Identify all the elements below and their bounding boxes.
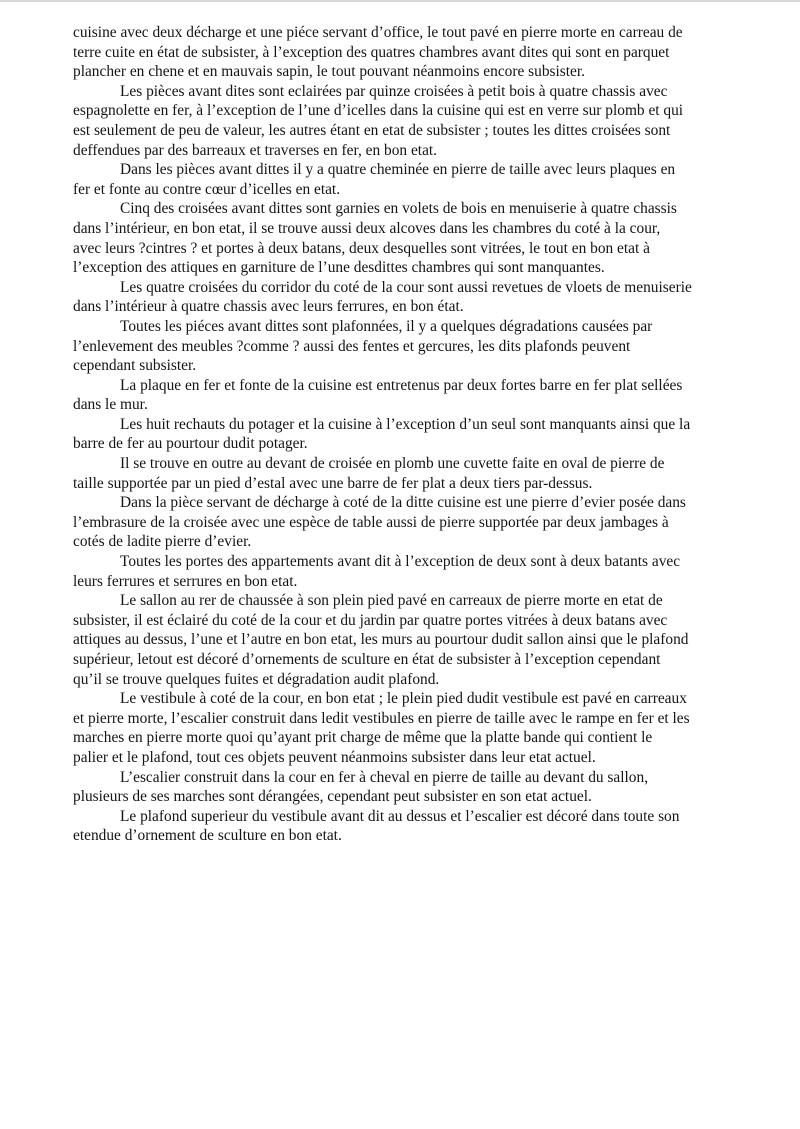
text-line: qu’il se trouve quelques fuites et dégradation audit plafond. (73, 670, 440, 688)
text-line: cuisine avec deux décharge et une piéce servant d’office, le tout pavé en pierre morte en carreau de (73, 24, 683, 41)
paragraph (73, 768, 720, 807)
text-line: terre cuite en état de subsister, à l’exception des quatres chambres avant dites qui sont en parquet (73, 43, 670, 61)
text-line: est seulement de peu de valeur, les autres étant en etat de subsister ; toutes les dittes croisées sont (73, 121, 671, 139)
text-line: Cinq des croisées avant dittes sont garnies en volets de bois en menuiserie à quatre chassis (120, 200, 677, 218)
paragraph (73, 199, 720, 277)
paragraph (73, 689, 720, 767)
document-body (73, 23, 720, 846)
text-line: espagnolette en fer, à l’exception de l’une d’icelles dans la cuisine qui est en verre sur plomb et qui (73, 102, 684, 120)
text-line: palier et le plafond, tout ces objets peuvent néanmoins subsister dans leur etat actuel. (73, 748, 596, 766)
text-line: et pierre morte, l’escalier construit dans ledit vestibules en pierre de taille avec le rampe en fer et les (73, 709, 690, 727)
text-line: Il se trouve en outre au devant de croisée en plomb une cuvette faite en oval de pierre de (120, 455, 665, 473)
text-line: marches en pierre morte quoi qu’ayant prit charge de même que la platte bande qui contient le (73, 729, 653, 747)
text-line: Dans la pièce servant de décharge à coté de la ditte cuisine est une pierre d’evier posée dans (120, 494, 686, 512)
text-line: Les huit rechauts du potager et la cuisine à l’exception d’un seul sont manquants ainsi que la (120, 415, 691, 433)
text-line: Les quatre croisées du corridor du coté de la cour sont aussi revetues de vloets de menuiserie (120, 278, 692, 296)
text-line: l’enlevement des meubles ?comme ? aussi des fentes et gercures, les dits plafonds peuvent (73, 337, 631, 355)
text-line: leurs ferrures et serrures en bon etat. (73, 572, 298, 590)
text-line: Le plafond superieur du vestibule avant dit au dessus et l’escalier est décoré dans toute son (120, 807, 680, 825)
paragraph (73, 23, 720, 82)
text-line: etendue d’ornement de sculture en bon etat. (73, 827, 342, 845)
text-line: plancher en chene et en mauvais sapin, le tout pouvant néanmoins encore subsister. (73, 63, 586, 81)
text-line: taille supportée par un pied d’estal avec une barre de fer plat a deux tiers par-dessus. (73, 474, 593, 492)
text-line: fer et fonte au contre cœur d’icelles en etat. (73, 180, 341, 198)
text-line: avec leurs ?cintres ? et portes à deux batans, deux desquelles sont vitrées, le tout en bon etat à (73, 239, 650, 257)
text-line: Le vestibule à coté de la cour, en bon etat ; le plein pied dudit vestibule est pavé en carreaux (120, 690, 687, 708)
text-line: dans l’intérieur, en bon etat, il se trouve aussi deux alcoves dans les chambres du coté à la cour, (73, 219, 661, 237)
text-line: barre de fer au pourtour dudit potager. (73, 435, 308, 453)
text-line: dans le mur. (73, 396, 148, 414)
paragraph (73, 493, 720, 552)
paragraph (73, 376, 720, 415)
paragraph (73, 807, 720, 846)
paragraph (73, 317, 720, 376)
text-line: cependant subsister. (73, 357, 197, 375)
text-line: La plaque en fer et fonte de la cuisine est entretenus par deux fortes barre en fer plat sellées (120, 376, 683, 394)
text-line: supérieur, letout est décoré d’ornements de sculture en état de subsister à l’exception cependant (73, 651, 661, 668)
paragraph (73, 415, 720, 454)
text-line: l’exception des attiques en garniture de l’une desdittes chambres qui sont manquantes. (73, 259, 605, 277)
paragraph (73, 278, 720, 317)
text-line: Dans les pièces avant dittes il y a quatre cheminée en pierre de taille avec leurs plaques en (120, 161, 676, 179)
paragraph (73, 591, 720, 689)
text-line: deffendues par des barreaux et traverses en fer, en bon etat. (73, 141, 438, 159)
paragraph (73, 552, 720, 591)
scan-top-edge (0, 0, 800, 2)
text-line: Les pièces avant dites sont eclairées par quinze croisées à petit bois à quatre chassis avec (120, 82, 668, 100)
text-line: plusieurs de ses marches sont dérangées, cependant peut subsister en son etat actuel. (73, 788, 592, 806)
text-line: Toutes les portes des appartements avant dit à l’exception de deux sont à deux batants avec (120, 553, 681, 571)
text-line: cotés de ladite pierre d’evier. (73, 533, 252, 551)
paragraph (73, 454, 720, 493)
paragraph (73, 160, 720, 199)
text-line: Toutes les piéces avant dittes sont plafonnées, il y a quelques dégradations causées par (120, 317, 653, 335)
paragraph (73, 82, 720, 160)
text-line: Le sallon au rer de chaussée à son plein pied pavé en carreaux de pierre morte en etat de (120, 592, 663, 610)
text-line: attiques au dessus, l’une et l’autre en bon etat, les murs au pourtour dudit sallon ainsi que le plafond (73, 631, 689, 649)
text-line: l’embrasure de la croisée avec une espèce de table aussi de pierre supportée par deux jambages à (73, 513, 669, 531)
text-line: dans l’intérieur à quatre chassis avec leurs ferrures, en bon état. (73, 298, 464, 316)
text-line: subsister, il est éclairé du coté de la cour et du jardin par quatre portes vitrées à deux batans avec (73, 611, 668, 629)
text-line: L’escalier construit dans la cour en fer à cheval en pierre de taille au devant du sallon, (120, 768, 649, 786)
